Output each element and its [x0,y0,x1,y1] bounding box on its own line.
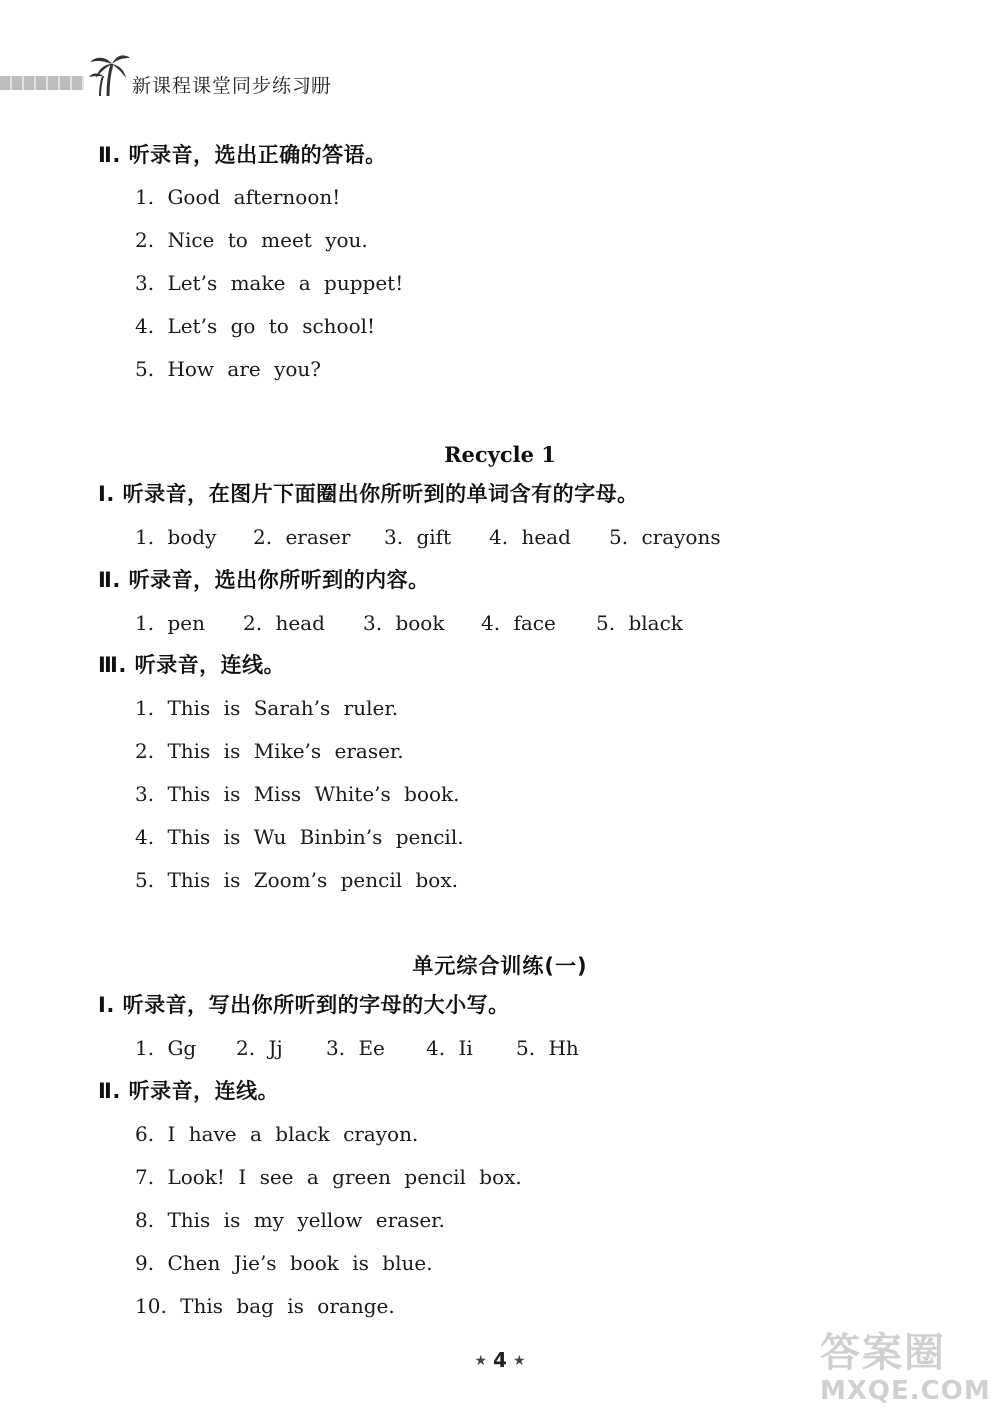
header-decor-bar [0,76,84,90]
list-item: 10. This bag is orange. [135,1294,395,1318]
watermark-cn: 答案圈 [820,1330,946,1376]
list-item: 6. I have a black crayon. [135,1122,419,1146]
header-decor-marks [304,77,314,93]
section-title-recycle: Recycle 1 [444,442,556,467]
list-item: 4. Ii [426,1036,473,1060]
list-item: 4. face [481,611,556,635]
list-item: 3. This is Miss White’s book. [135,782,460,806]
list-item: 4. Let’s go to school! [135,314,376,338]
list-item: 3. book [363,611,445,635]
list-item: 3. Let’s make a puppet! [135,271,404,295]
list-item: 1. This is Sarah’s ruler. [135,696,399,720]
list-item: 5. This is Zoom’s pencil box. [135,868,458,892]
watermark-en: MXQE.COM [820,1376,991,1406]
list-item: 5. How are you? [135,357,322,381]
list-item: 3. Ee [326,1036,385,1060]
list-item: 4. This is Wu Binbin’s pencil. [135,825,464,849]
star-icon: ★ [512,1353,526,1369]
list-item: 1. pen [135,611,205,635]
list-item: 5. crayons [609,525,721,549]
section-heading: Ⅰ. 听录音，写出你所听到的字母的大小写。 [98,993,510,1017]
section-title-unit: 单元综合训练(一) [412,954,588,978]
watermark [820,1330,990,1415]
book-title: 新课程课堂同步练习册 [132,75,333,97]
section-heading: Ⅰ. 听录音，在图片下面圈出你所听到的单词含有的字母。 [98,482,639,506]
section-heading: Ⅱ. 听录音，连线。 [98,1079,280,1103]
list-item: 8. This is my yellow eraser. [135,1208,445,1232]
section-heading: Ⅱ. 听录音，选出正确的答语。 [98,143,387,167]
page-number: 4 [493,1348,507,1372]
list-item: 7. Look! I see a green pencil box. [135,1165,522,1189]
section-heading: Ⅲ. 听录音，连线。 [98,653,286,677]
list-item: 9. Chen Jie’s book is blue. [135,1251,433,1275]
palm-tree-icon [86,50,132,98]
list-item: 5. black [596,611,683,635]
list-item: 2. This is Mike’s eraser. [135,739,404,763]
list-item: 3. gift [384,525,452,549]
list-item: 2. Nice to meet you. [135,228,368,252]
list-item: 4. head [489,525,571,549]
list-item: 1. body [135,525,217,549]
list-item: 2. Jj [236,1036,283,1060]
list-item: 2. head [243,611,325,635]
star-icon: ★ [474,1353,488,1369]
list-item: 5. Hh [516,1036,579,1060]
list-item: 1. Gg [135,1036,197,1060]
section-heading: Ⅱ. 听录音，选出你所听到的内容。 [98,568,430,592]
list-item: 1. Good afternoon! [135,185,341,209]
list-item: 2. eraser [253,525,351,549]
